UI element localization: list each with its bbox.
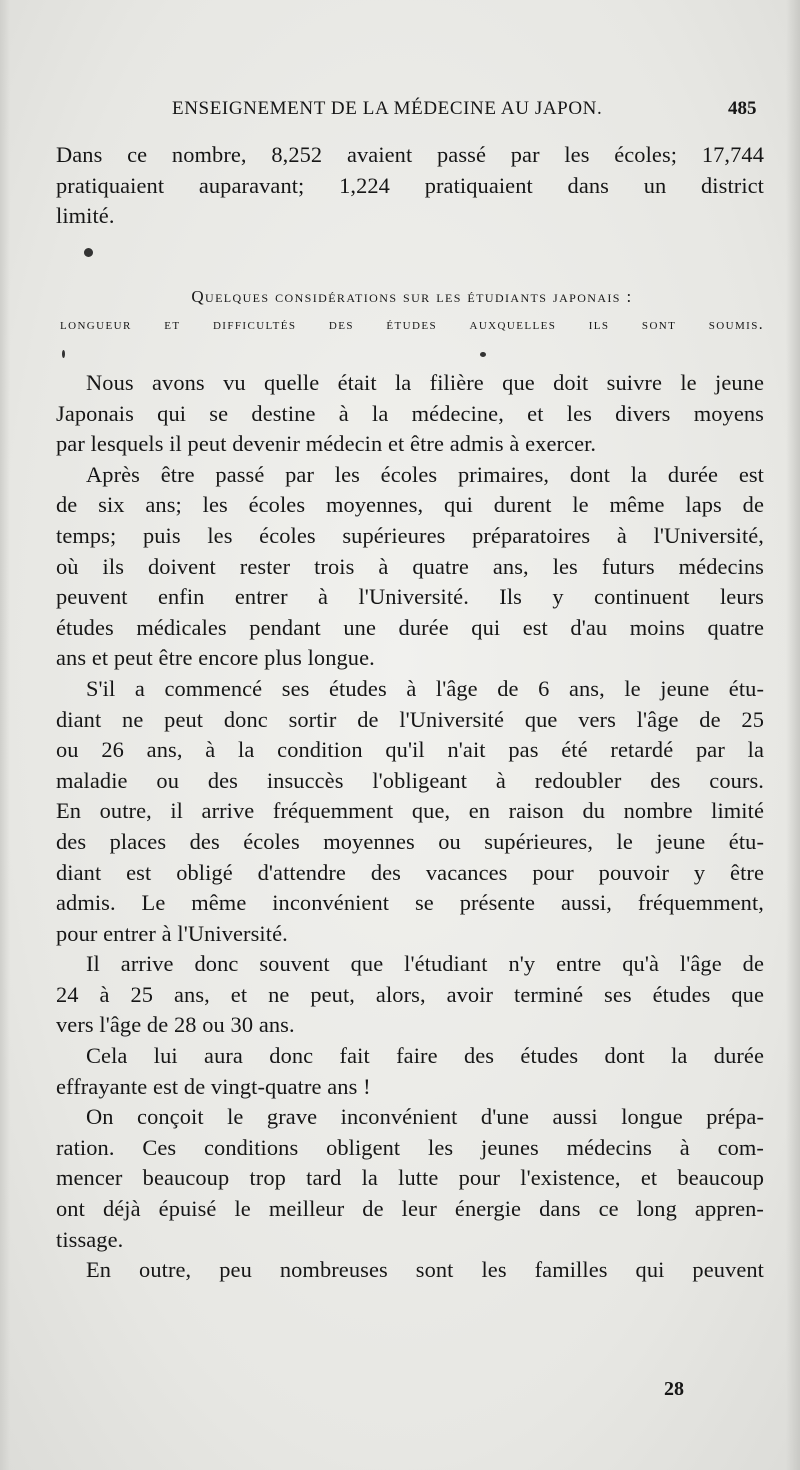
- text-line: par lesquels il peut devenir médecin et être admis à exercer.: [56, 431, 597, 457]
- running-head: [0, 98, 800, 128]
- ink-speck: [480, 352, 486, 357]
- text-line: mencer beaucoup trop tard la lutte pour l'existence, et beaucoup: [56, 1165, 764, 1191]
- text-line: admis. Le même inconvénient se présente aussi, fréquemment,: [56, 890, 764, 916]
- text-line: tissage.: [56, 1226, 124, 1252]
- text-line: vers l'âge de 28 ou 30 ans.: [56, 1012, 295, 1038]
- text-line: peuvent enfin entrer à l'Université. Ils y continuent leurs: [56, 584, 764, 610]
- scan-shadow-right: [786, 0, 800, 1470]
- text-line: maladie ou des insuccès l'obligeant à redoubler des cours.: [56, 767, 764, 793]
- section-heading-line-1: Quelques considérations sur les étudiants japonais :: [191, 287, 633, 306]
- text-line: Japonais qui se destine à la médecine, et les divers moyens: [56, 400, 764, 426]
- text-line: où ils doivent rester trois à quatre ans, les futurs médecins: [56, 553, 764, 579]
- text-line: 24 à 25 ans, et ne peut, alors, avoir terminé ses études que: [56, 981, 764, 1007]
- ink-speck: [84, 248, 93, 257]
- running-title: ENSEIGNEMENT DE LA MÉDECINE AU JAPON.: [172, 98, 603, 119]
- text-line: limité.: [56, 203, 115, 229]
- text-line: On conçoit le grave inconvénient d'une aussi longue prépa-: [86, 1104, 764, 1130]
- text-line: ou 26 ans, à la condition qu'il n'ait pas été retardé par la: [56, 737, 764, 763]
- text-line: Nous avons vu quelle était la filière que doit suivre le jeune: [86, 370, 764, 395]
- text-line: En outre, il arrive fréquemment que, en raison du nombre limité: [56, 798, 764, 824]
- text-line: Cela lui aura donc fait faire des études dont la durée: [86, 1043, 764, 1069]
- text-line: diant ne peut donc sortir de l'Université que vers l'âge de 25: [56, 706, 764, 732]
- text-line: ration. Ces conditions obligent les jeunes médecins à com-: [56, 1134, 764, 1160]
- text-line: Dans ce nombre, 8,252 avaient passé par les écoles; 17,744: [56, 142, 764, 167]
- text-line: pratiquaient auparavant; 1,224 pratiquaient dans un district: [56, 172, 764, 198]
- main-text: [56, 368, 764, 1286]
- section-heading-line-2: longueur et difficultés des études auxquelles ils sont soumis.: [60, 316, 764, 333]
- text-line: pour entrer à l'Université.: [56, 920, 288, 946]
- intro-paragraph: [56, 140, 764, 232]
- text-line: diant est obligé d'attendre des vacances pour pouvoir y être: [56, 859, 764, 885]
- text-line: temps; puis les écoles supérieures préparatoires à l'Université,: [56, 522, 764, 548]
- text-line: effrayante est de vingt-quatre ans !: [56, 1073, 371, 1099]
- ink-speck: [62, 350, 65, 358]
- section-heading: [60, 285, 764, 337]
- text-line: de six ans; les écoles moyennes, qui durent le même laps de: [56, 492, 764, 518]
- text-line: ont déjà épuisé le meilleur de leur énergie dans ce long appren-: [56, 1196, 764, 1222]
- text-line: Il arrive donc souvent que l'étudiant n'y entre qu'à l'âge de: [86, 951, 764, 977]
- text-line: ans et peut être encore plus longue.: [56, 645, 375, 671]
- text-line: études médicales pendant une durée qui est d'au moins quatre: [56, 614, 764, 640]
- text-line: En outre, peu nombreuses sont les familles qui peuvent: [86, 1257, 764, 1283]
- text-line: des places des écoles moyennes ou supérieures, le jeune étu-: [56, 828, 764, 854]
- text-line: Après être passé par les écoles primaires, dont la durée est: [86, 461, 764, 487]
- page-number: 485: [728, 98, 757, 119]
- signature-mark: 28: [664, 1378, 684, 1400]
- scan-shadow-left: [0, 0, 10, 1470]
- text-line: S'il a commencé ses études à l'âge de 6 ans, le jeune étu-: [86, 675, 764, 701]
